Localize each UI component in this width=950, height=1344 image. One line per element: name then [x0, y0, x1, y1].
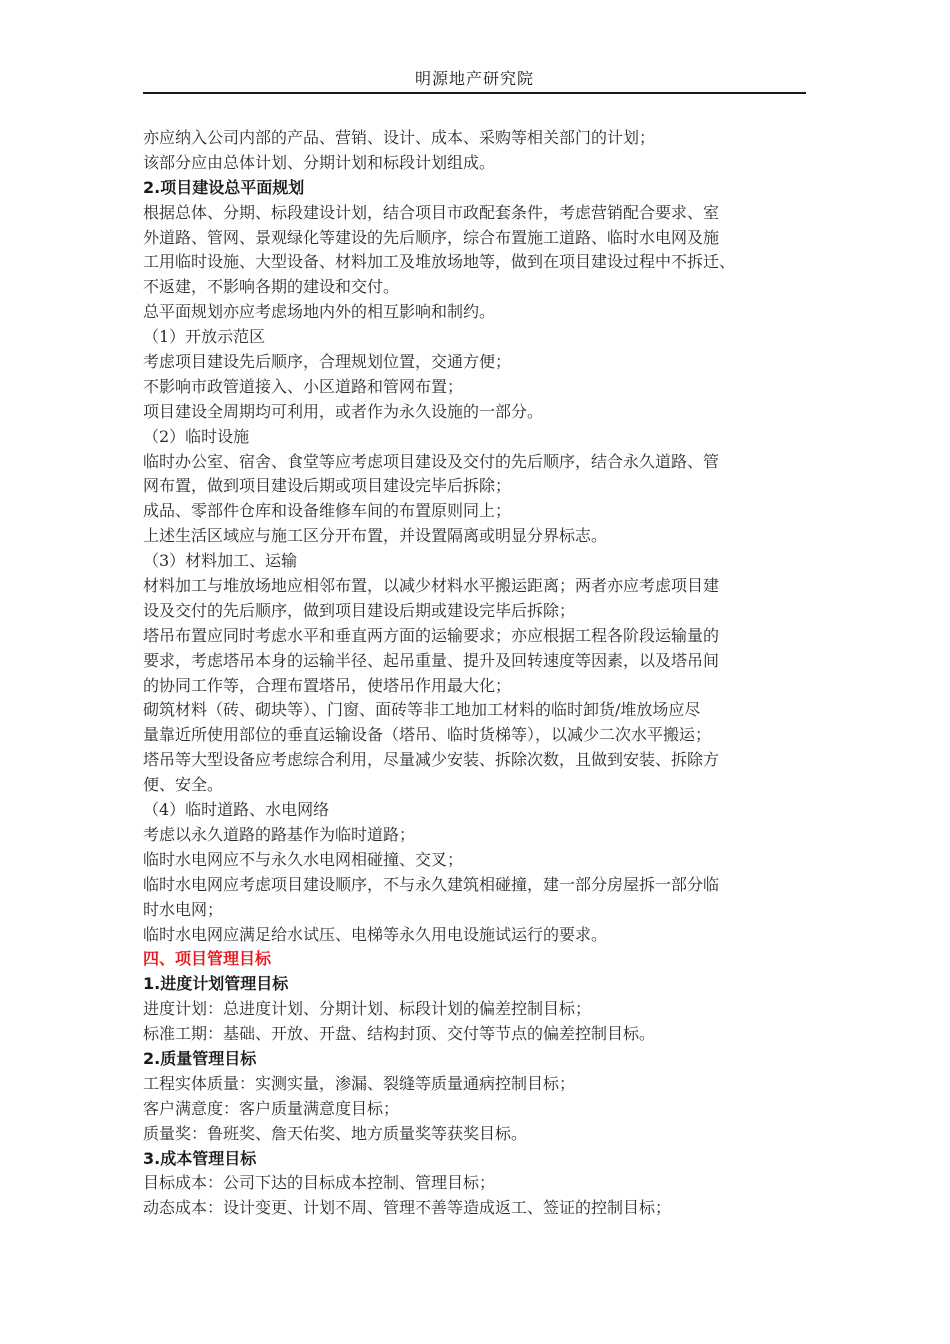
body-text-line: 标准工期：基础、开放、开盘、结构封顶、交付等节点的偏差控制目标。: [143, 1024, 656, 1044]
body-text-line: 不影响市政管道接入、小区道路和管网布置；: [143, 376, 464, 396]
body-text-line: 要求，考虑塔吊本身的运输半径、起吊重量、提升及回转速度等因素，以及塔吊间: [143, 650, 720, 670]
body-text-line: 塔吊布置应同时考虑水平和垂直两方面的运输要求；亦应根据工程各阶段运输量的: [143, 625, 720, 645]
body-text-line: 总平面规划亦应考虑场地内外的相互影响和制约。: [143, 302, 496, 322]
body-text-line: 便、安全。: [143, 775, 224, 795]
body-text-line: 质量奖：鲁班奖、詹天佑奖、地方质量奖等获奖目标。: [143, 1123, 528, 1143]
body-text-line: 工用临时设施、大型设备、材料加工及堆放场地等，做到在项目建设过程中不拆迁、: [143, 252, 736, 272]
body-text-line: 亦应纳入公司内部的产品、营销、设计、成本、采购等相关部门的计划；: [143, 128, 656, 147]
body-text-line: （1）开放示范区: [143, 327, 266, 347]
body-text-line: （4）临时道路、水电网络: [143, 800, 330, 820]
body-text-line: 项目建设全周期均可利用，或者作为永久设施的一部分。: [143, 401, 544, 421]
body-text-line: 考虑以永久道路的路基作为临时道路；: [143, 824, 416, 844]
body-text-line: 考虑项目建设先后顺序，合理规划位置，交通方便；: [143, 352, 512, 372]
body-text-line: 塔吊等大型设备应考虑综合利用，尽量减少安装、拆除次数，且做到安装、拆除方: [143, 750, 720, 770]
body-text-line: 动态成本：设计变更、计划不周、管理不善等造成返工、签证的控制目标；: [143, 1198, 672, 1218]
body-text-line: 该部分应由总体计划、分期计划和标段计划组成。: [143, 152, 496, 172]
body-text-line: 工程实体质量：实测实量，渗漏、裂缝等质量通病控制目标；: [143, 1073, 576, 1093]
body-text-line: 时水电网；: [143, 899, 224, 919]
body-text-line: 临时水电网应不与永久水电网相碰撞、交叉；: [143, 849, 464, 869]
body-text-line: 量靠近所使用部位的垂直运输设备（塔吊、临时货梯等），以减少二次水平搬运；: [143, 725, 712, 745]
body-text-line: 材料加工与堆放场地应相邻布置，以减少材料水平搬运距离；两者亦应考虑项目建: [143, 576, 720, 596]
page-header: [143, 66, 806, 94]
body-text-line: （3）材料加工、运输: [143, 551, 298, 571]
body-text-line: 临时水电网应满足给水试压、电梯等永久用电设施试运行的要求。: [143, 924, 608, 944]
body-text-line: 客户满意度：客户质量满意度目标；: [143, 1098, 400, 1118]
body-text-line: 临时水电网应考虑项目建设顺序，不与永久建筑相碰撞，建一部分房屋拆一部分临: [143, 874, 720, 894]
body-text-line: 网布置，做到项目建设后期或项目建设完毕后拆除；: [143, 476, 512, 496]
body-text-line: 设及交付的先后顺序，做到项目建设后期或建设完毕后拆除；: [143, 600, 576, 620]
body-text-line: 目标成本：公司下达的目标成本控制、管理目标；: [143, 1173, 496, 1193]
body-text-line: 进度计划：总进度计划、分期计划、标段计划的偏差控制目标；: [143, 999, 592, 1019]
section-heading: 3.成本管理目标: [143, 1148, 257, 1168]
body-text-line: 成品、零部件仓库和设备维修车间的布置原则同上；: [143, 501, 512, 521]
body-text-line: 临时办公室、宿舍、食堂等应考虑项目建设及交付的先后顺序，结合永久道路、管: [143, 451, 720, 471]
body-text-line: 的协同工作等，合理布置塔吊，使塔吊作用最大化；: [143, 675, 512, 695]
section-heading: 1.进度计划管理目标: [143, 974, 289, 994]
body-text-line: 根据总体、分期、标段建设计划，结合项目市政配套条件，考虑营销配合要求、室: [143, 202, 720, 222]
document-body: [143, 126, 823, 1221]
body-text-line: （2）临时设施: [143, 426, 250, 446]
body-text-line: 外道路、管网、景观绿化等建设的先后顺序，综合布置施工道路、临时水电网及施: [143, 227, 720, 247]
body-text-line: 砌筑材料（砖、砌块等）、门窗、面砖等非工地加工材料的临时卸货/堆放场应尽: [143, 700, 701, 720]
body-text-line: 上述生活区域应与施工区分开布置，并设置隔离或明显分界标志。: [143, 526, 608, 546]
section-heading: 2.质量管理目标: [143, 1048, 257, 1068]
section-heading: 2.项目建设总平面规划: [143, 177, 305, 197]
header-title: 明源地产研究院: [414, 69, 534, 88]
body-text-line: 不返建，不影响各期的建设和交付。: [143, 277, 400, 297]
chapter-heading: 四、项目管理目标: [143, 949, 272, 969]
